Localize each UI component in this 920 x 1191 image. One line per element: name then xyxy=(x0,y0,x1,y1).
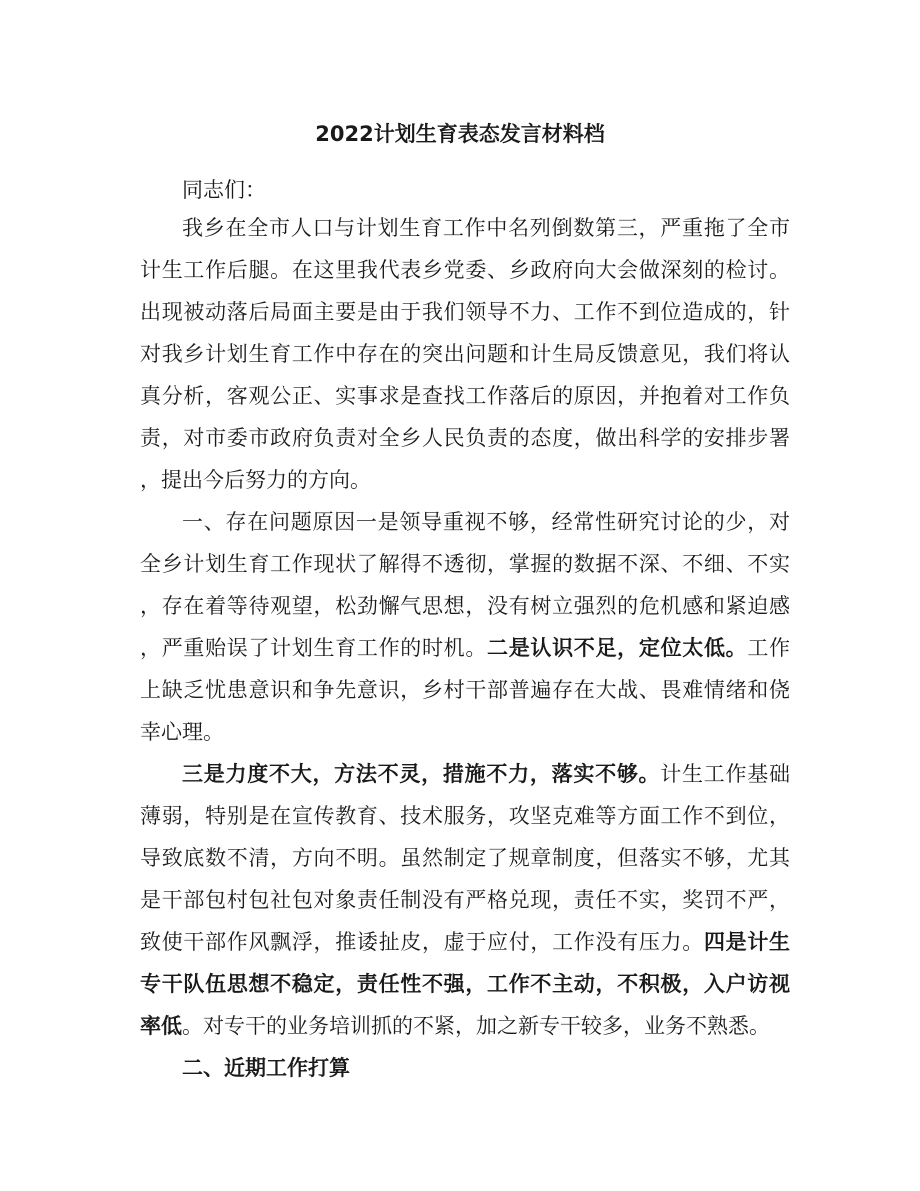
emphasis-text: 二是认识不足，定位太低。 xyxy=(487,636,748,660)
para1-line: 出现被动落后局面主要是由于我们领导不力、工作不到位造成的，针 xyxy=(140,300,790,324)
para3-line: 是干部包村包社包对象责任制没有严格兑现，责任不实，奖罚不严， xyxy=(140,888,790,912)
para2-line: ，存在着等待观望，松劲懈气思想，没有树立强烈的危机感和紧迫感 xyxy=(140,594,790,618)
para3-text: 。对专干的业务培训抓的不紧，加之新专干较多，业务不熟悉。 xyxy=(182,1014,770,1038)
para1-line: 责，对市委市政府负责对全乡人民负责的态度，做出科学的安排步署 xyxy=(140,426,790,450)
emphasis-text: 专干队伍思想不稳定，责任性不强，工作不主动，不积极，入户访视 xyxy=(140,972,790,996)
para3-line: 薄弱，特别是在宣传教育、技术服务，攻坚克难等方面工作不到位， xyxy=(140,804,790,828)
para1-line: 真分析，客观公正、实事求是查找工作落后的原因，并抱着对工作负 xyxy=(140,384,790,408)
para2-line: 幸心理。 xyxy=(140,720,224,744)
para3-text: 致使干部作风飘浮，推诿扯皮，虚于应付，工作没有压力。 xyxy=(140,930,704,954)
para3-line xyxy=(182,756,790,792)
para3-line xyxy=(140,924,790,960)
para3-line xyxy=(140,1008,790,1044)
para1-line: 计生工作后腿。在这里我代表乡党委、乡政府向大会做深刻的检讨。 xyxy=(140,258,790,282)
document-title: 2022计划生育表态发言材料档 xyxy=(315,122,605,146)
greeting: 同志们： xyxy=(182,178,266,202)
para2-text: ，严重贻误了计划生育工作的时机。 xyxy=(140,636,488,660)
para2-line: 一、存在问题原因一是领导重视不够，经常性研究讨论的少，对 xyxy=(182,510,790,534)
emphasis-text: 率低 xyxy=(140,1014,182,1038)
para3-line: 导致底数不清，方向不明。虽然制定了规章制度，但落实不够，尤其 xyxy=(140,846,790,870)
section-heading: 二、近期工作打算 xyxy=(182,1056,350,1080)
emphasis-text: 三是力度不大，方法不灵，措施不力，落实不够。 xyxy=(182,762,661,786)
para2-text: 工作 xyxy=(747,636,791,660)
emphasis-text: 四是计生 xyxy=(703,930,791,954)
para2-line xyxy=(140,630,790,666)
para3-line xyxy=(140,966,790,1002)
para1-line: ，提出今后努力的方向。 xyxy=(140,468,371,492)
para1-line: 我乡在全市人口与计划生育工作中名列倒数第三，严重拖了全市 xyxy=(182,216,790,240)
para3-text: 计生工作基础 xyxy=(660,762,791,786)
para2-line: 上缺乏忧患意识和争先意识，乡村干部普遍存在大战、畏难情绪和侥 xyxy=(140,678,790,702)
para2-line: 全乡计划生育工作现状了解得不透彻，掌握的数据不深、不细、不实 xyxy=(140,552,790,576)
para1-line: 对我乡计划生育工作中存在的突出问题和计生局反馈意见，我们将认 xyxy=(140,342,790,366)
